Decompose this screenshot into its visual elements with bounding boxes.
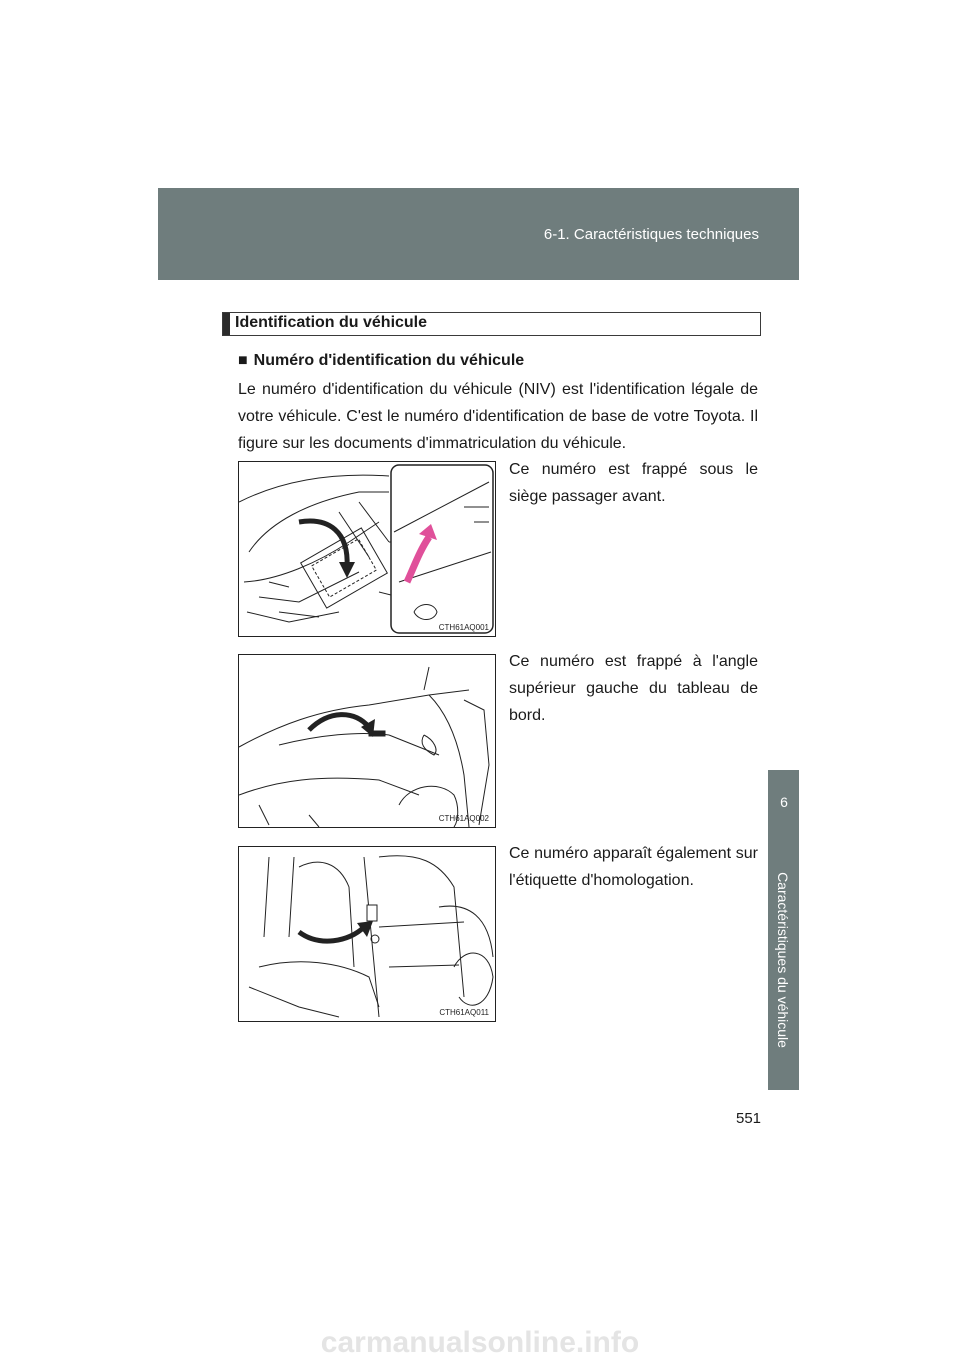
door-pillar-illustration: [239, 847, 495, 1021]
header-band: [158, 188, 799, 280]
figure-code: CTH61AQ001: [438, 623, 489, 632]
subheading-text: Numéro d'identification du véhicule: [253, 352, 525, 369]
section-header: 6-1. Caractéristiques techniques: [543, 226, 759, 243]
figure-caption: Ce numéro est frappé à l'angle supérieur gauche du tableau de bord.: [509, 653, 758, 724]
chapter-label: Caractéristiques du véhicule: [775, 872, 791, 1048]
square-bullet-icon: ■: [238, 352, 248, 369]
figure-code: CTH61AQ011: [439, 1008, 489, 1017]
chapter-number: 6: [780, 794, 788, 810]
watermark-logo: [0, 1328, 960, 1358]
section-title-box: [222, 312, 761, 336]
page-number: 551: [736, 1110, 762, 1127]
car-front-illustration: [239, 655, 495, 827]
watermark: [0, 1328, 960, 1358]
subheading: [238, 352, 524, 370]
figure-dashboard: [238, 654, 496, 828]
figure-seat: [238, 461, 496, 637]
figure-caption: Ce numéro apparaît également sur l'étiquette d'homologation.: [509, 845, 758, 889]
figure-code: CTH61AQ002: [438, 814, 489, 823]
seat-illustration: [239, 462, 495, 636]
svg-text:carmanualsonline.info: carmanualsonline.info: [320, 1328, 640, 1358]
figure-door-label: [238, 846, 496, 1022]
section-title: Identification du véhicule: [235, 314, 428, 331]
figure-caption: Ce numéro est frappé sous le siège passager avant.: [509, 461, 758, 505]
intro-paragraph: Le numéro d'identification du véhicule (NIV) est l'identification légale de votre véhicule. C'est le numéro d'identification de base de votre Toyota. Il figure sur les documents d'immatriculation du véhicule.: [238, 381, 758, 452]
section-title-bar: [223, 313, 230, 335]
